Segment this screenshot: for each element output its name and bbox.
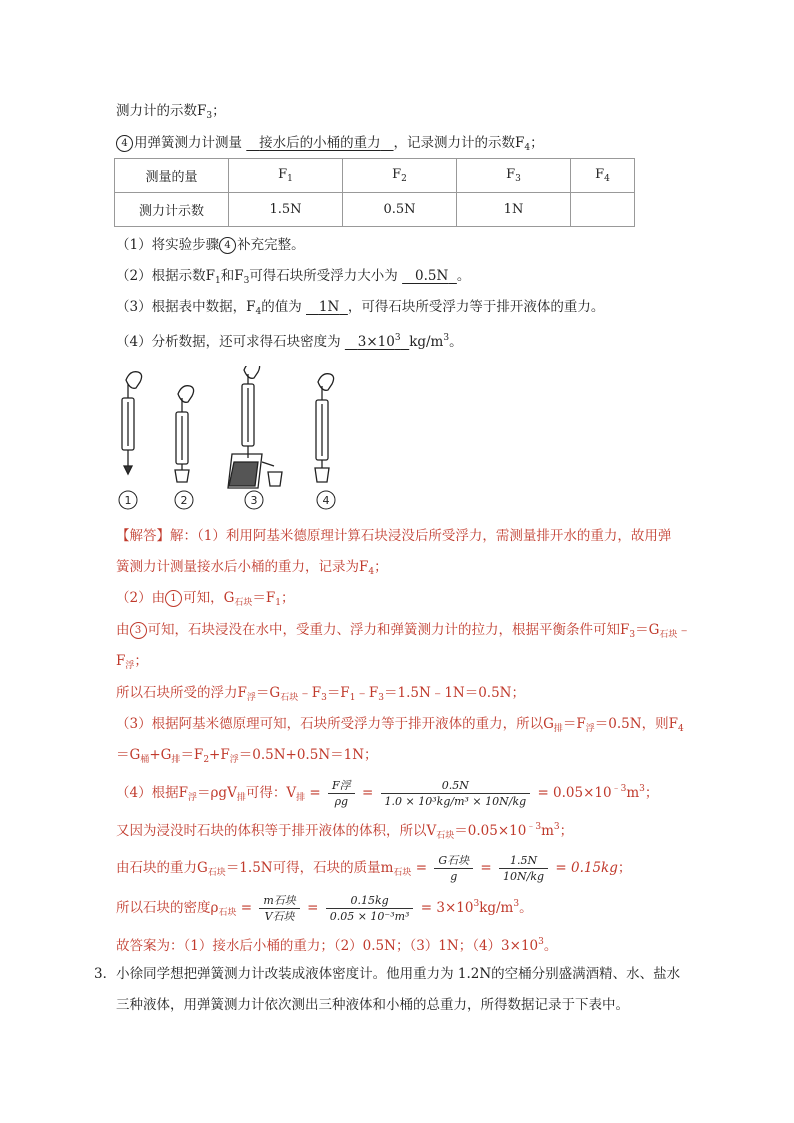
solution-answer: 故答案为：（1）接水后小桶的重力；（2）0.5N；（3）1N；$(4)3\times 10^3$。 — [116, 937, 558, 954]
solution-line-3: （2）由 1 可知，$G_{石块}=F_1$； — [116, 590, 295, 608]
fraction: $\frac{0.15kg}{\text{0.05 × 10⁻³m³}}$ — [326, 893, 414, 924]
answer-blank: $3\times 10^3$ — [357, 333, 401, 350]
table-cell: 0.5N — [343, 193, 457, 227]
question-3: （3）根据表中数据，$F_4$的值为 1N ，可得石块所受浮力等于排开液体的重力。 — [116, 299, 605, 317]
solution-line-6: 所以石块所受的浮力$F_浮=G_{石块}﹣F_3=F_1﹣F_3=1.5N﹣1N=0.5N$； — [116, 685, 525, 703]
figure-label-1: 1 — [124, 494, 132, 507]
solution-tag: 【解答】 — [116, 528, 170, 544]
question-4: （4）分析数据，还可求得石块密度为 $3\times 10^3$ $kg/m^3$。 — [116, 333, 463, 350]
text-line-f3: 测力计的示数$F_3$； — [116, 103, 226, 121]
solution-line-8: $=G_桶+G_排=F_2+F_浮=0.5N+0.5N=1N$； — [116, 747, 378, 765]
fraction: $\frac{\text{m石块}}{\text{V石块}}$ — [259, 893, 299, 924]
spring-scale-2 — [175, 386, 194, 482]
solution-line-12: 所以石块的密度$\rho_{石块}$ = $\frac{\text{m石块}}{\text{V石块}}$ = $\frac{0.15kg}{\text{0.05 × 10⁻³m³}}$ = $3\times 10^3kg/m^3$。 — [116, 894, 533, 923]
fraction: $\frac{\text{F浮}}{\rho g}$ — [328, 778, 355, 809]
table-header-cell: $F_1$ — [229, 159, 343, 193]
solution-line-7: （3）根据阿基米德原理可知，石块所受浮力等于排开液体的重力，所以$G_排=F_浮=0.5N$，则$F_4$ — [116, 716, 684, 734]
question-2: （2）根据示数$F_1$和$F_3$可得石块所受浮力大小为 0.5N 。 — [116, 268, 471, 286]
solution-line-2: 簧测力计测量接水后小桶的重力，记录为$F_4$； — [116, 559, 388, 577]
circled-number: 4 — [116, 135, 133, 152]
question-1: （1）将实验步骤 4 补充完整。 — [116, 237, 305, 253]
solution-line-11: 由石块的重力$G_{石块}=1.5N$可得，石块的质量$m_{石块}$ = $\frac{\text{G石块}}{g}$ = $\frac{1.5N}{10N/kg}$ = 0.15kg； — [116, 854, 632, 883]
spring-scale-1 — [122, 372, 142, 474]
fraction: $\frac{\text{G石块}}{g}$ — [434, 853, 473, 884]
table-cell: 测力计示数 — [115, 193, 229, 227]
solution-line-5: $F_浮$； — [116, 653, 148, 671]
problem-3-line-1: 3．小徐同学想把弹簧测力计改装成液体密度计。他用重力为 1.2N的空桶分别盛满酒精、水、盐水 — [94, 966, 681, 982]
table-row — [115, 193, 635, 227]
answer-blank: 1N — [318, 299, 340, 315]
fraction: $\frac{0.5N}{\text{1.0 × 10³kg/m³ × 10N/kg}}$ — [381, 778, 531, 809]
step-4-line: 4 用弹簧测力计测量 接水后的小桶的重力 ，记录测力计的示数$F_4$； — [116, 133, 544, 158]
solution-line-9: （4）根据$F_浮=\rho gV_排$可得：$V_排$ = $\frac{\text{F浮}}{\rho g}$ = $\frac{0.5N}{\text{1.0 × 10³kg/m³ × 10N/kg}}$ = $0.05\times 10^{﹣3}m^3$； — [116, 779, 659, 808]
solution-line-4: 由 3 可知，石块浸没在水中，受重力、浮力和弹簧测力计的拉力，根据平衡条件可知$F_3=G_{石块}﹣$ — [116, 622, 691, 640]
fraction: $\frac{1.5N}{10N/kg}$ — [499, 853, 548, 884]
table-cell — [571, 193, 635, 227]
table-header-cell: $F_2$ — [343, 159, 457, 193]
table-header-cell: 测量的量 — [115, 159, 229, 193]
figure-label-3: 3 — [250, 494, 258, 507]
figure-label-4: 4 — [322, 494, 330, 507]
table-cell: 1.5N — [229, 193, 343, 227]
table-cell: 1N — [457, 193, 571, 227]
problem-number: 3． — [94, 966, 117, 982]
answer-blank: 接水后的小桶的重力 — [259, 135, 381, 151]
table-header-cell: $F_4$ — [571, 159, 635, 193]
table-header-cell: $F_3$ — [457, 159, 571, 193]
measurement-table — [114, 158, 635, 227]
figure-label-2: 2 — [180, 494, 188, 507]
spring-scale-3 — [228, 366, 282, 488]
solution-line-10: 又因为浸没时石块的体积等于排开液体的体积，所以$V_{石块}=0.05\times 10^{﹣3}m^3$； — [116, 822, 574, 841]
solution-line-1: 【解答】解：（1）利用阿基米德原理计算石块浸没后所受浮力，需测量排开水的重力，故用弹 — [116, 528, 672, 544]
problem-3-line-2: 三种液体，用弹簧测力计依次测出三种液体和小桶的总重力，所得数据记录于下表中。 — [116, 997, 629, 1013]
experiment-figure — [108, 366, 358, 516]
spring-scale-4 — [315, 374, 334, 482]
answer-blank: 0.5N — [414, 268, 449, 284]
table-header-row — [115, 159, 635, 193]
